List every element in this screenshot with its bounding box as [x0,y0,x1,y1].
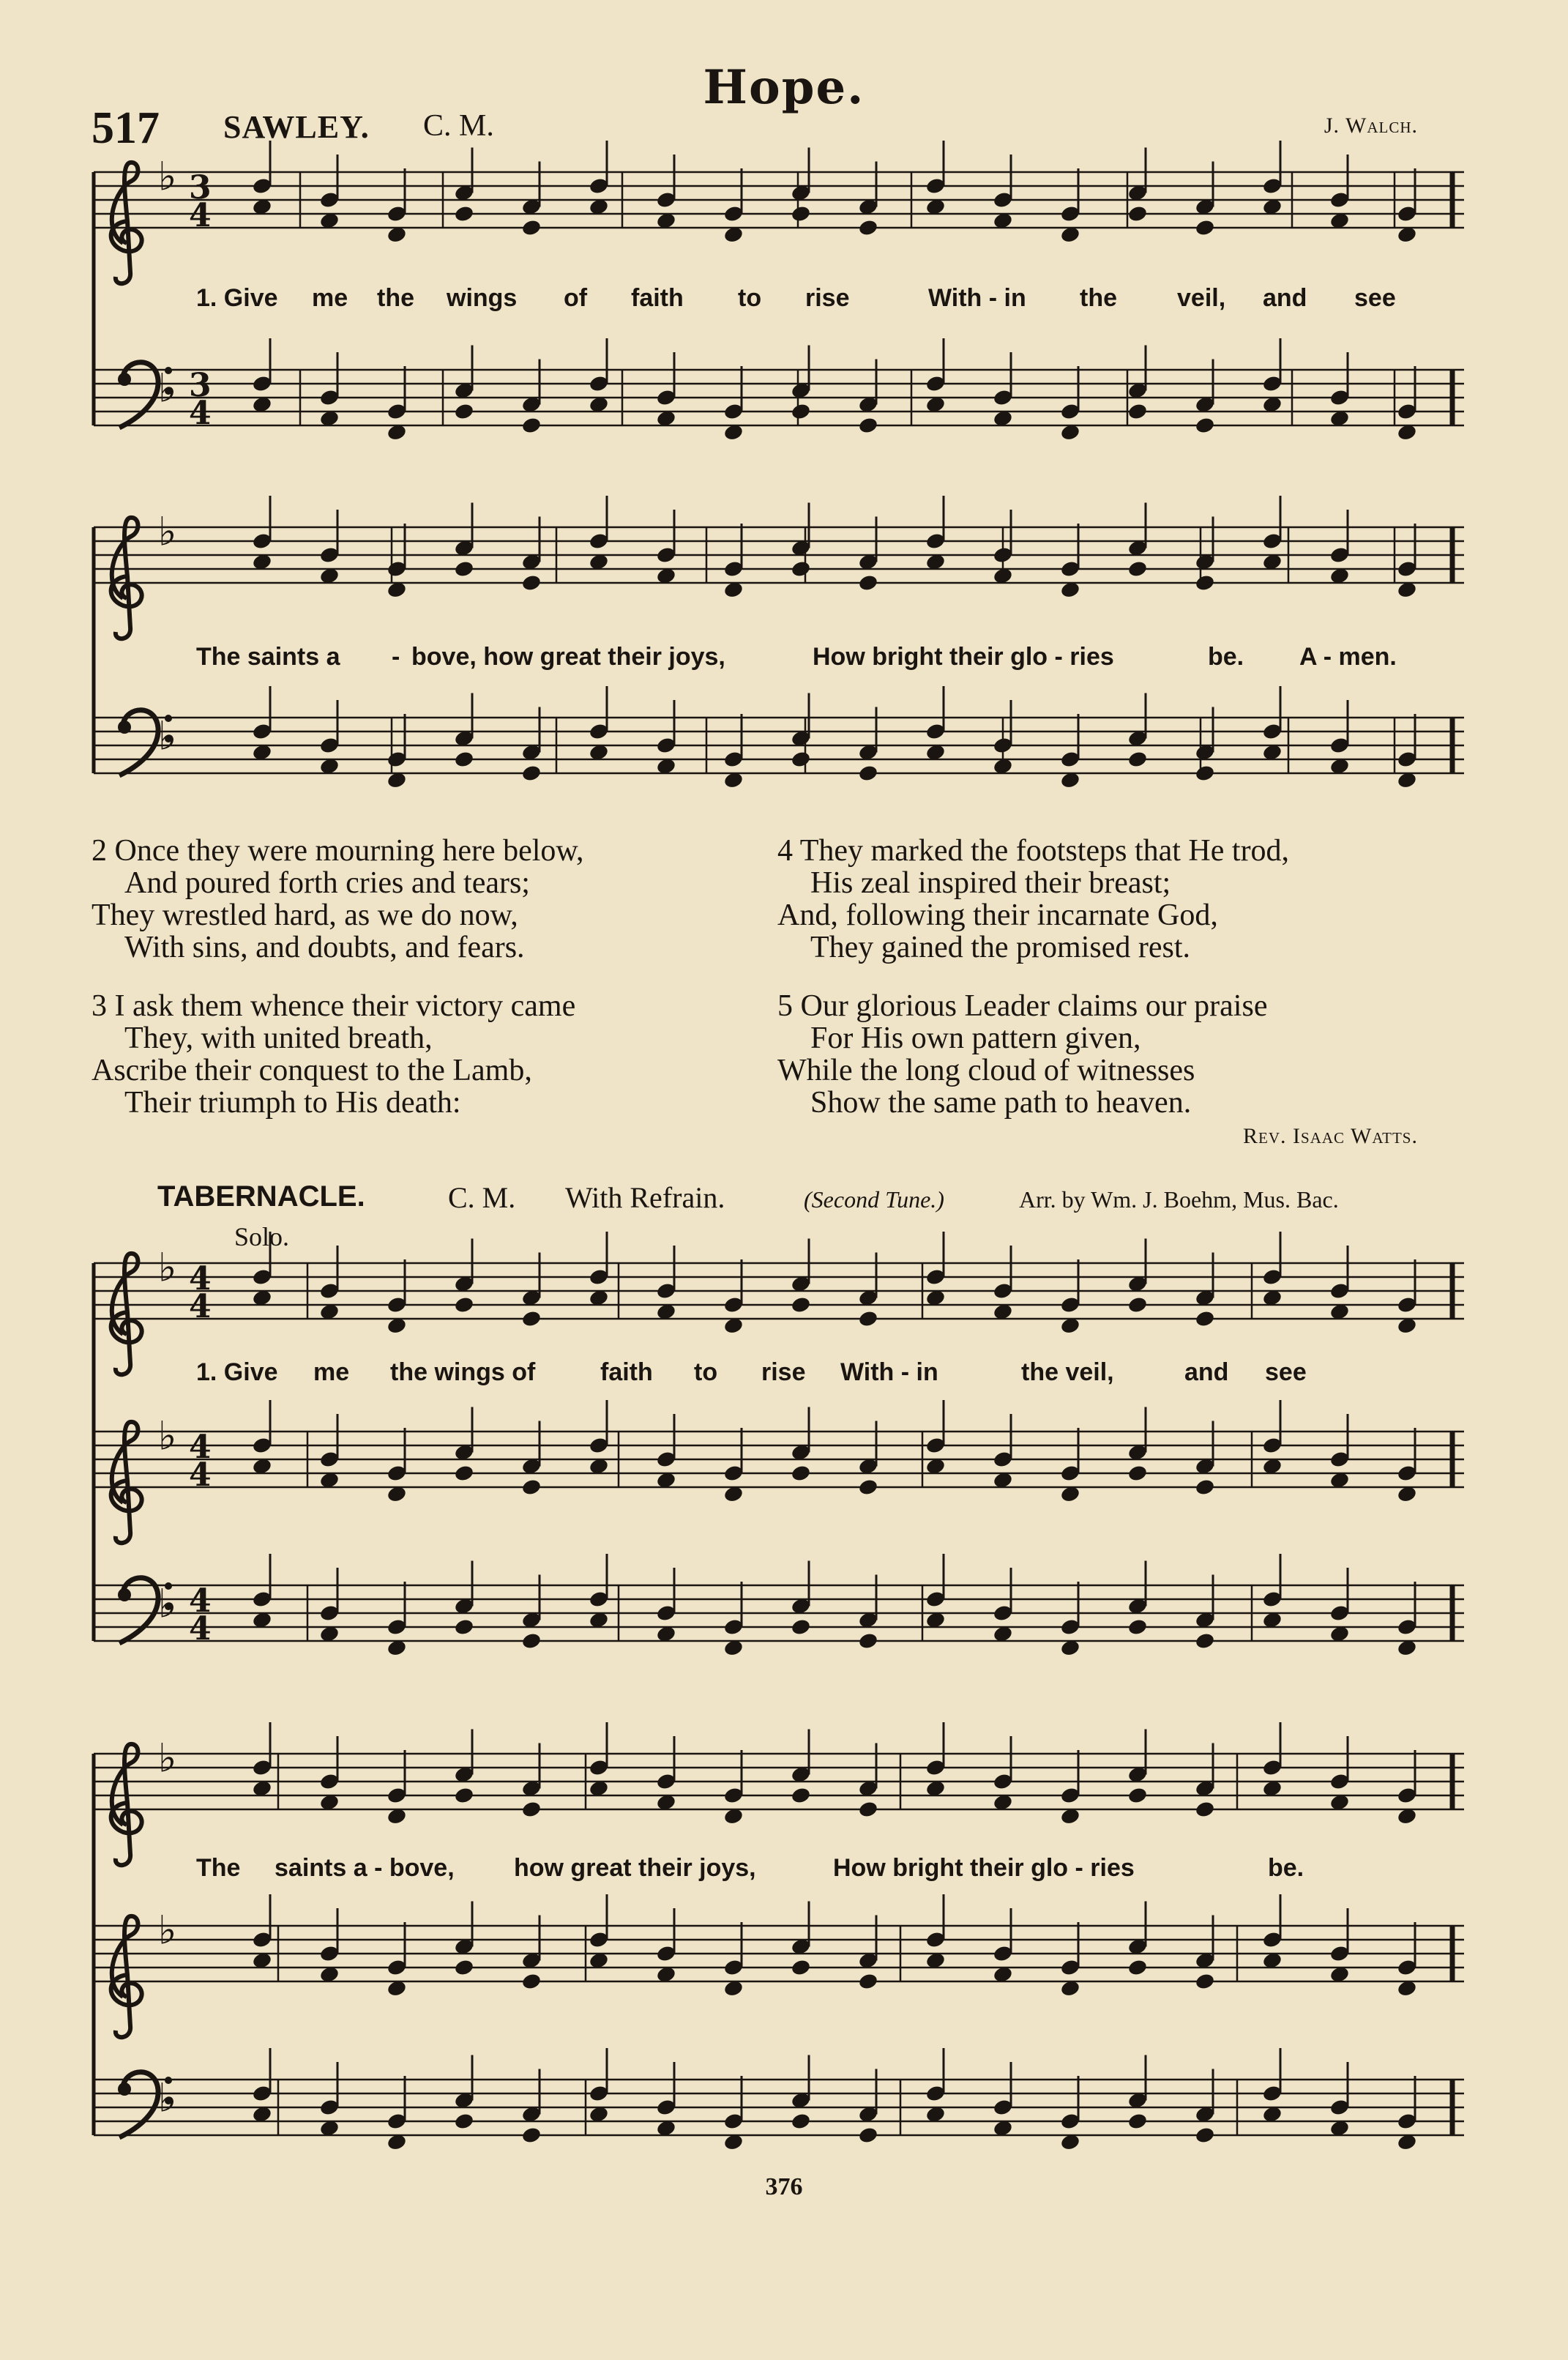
lyric-syllable: and [1263,284,1307,312]
lyric-syllable: saints a - bove, [275,1854,455,1882]
note-head [521,1972,542,1990]
verse-line: With sins, and doubts, and fears. [124,931,525,964]
note-head [791,2112,812,2130]
verse-line: 4 They marked the footsteps that He trod, [777,834,1290,868]
note-head [1195,1631,1216,1650]
note-head [521,1309,542,1328]
lyric-syllable: - [392,643,400,671]
lyric-syllable: The [196,1854,241,1882]
verse-line: While the long cloud of witnesses [777,1054,1195,1087]
note-head [454,2112,475,2130]
note-head [521,1800,542,1818]
verse-line: They wrestled hard, as we do now, [92,898,518,932]
note-head [454,1464,475,1482]
treble-clef-icon [111,1422,142,1543]
verses-left-column [92,835,584,1145]
svg-text:3: 3 [189,367,212,404]
note-head [1127,1464,1149,1482]
lyric-syllable: be. [1208,643,1244,671]
treble-clef-icon [111,1916,142,2037]
lyric-syllable: me [312,284,348,312]
lyric-syllable: How bright their glo - ries [833,1854,1135,1882]
lyric-syllable: With - in [840,1358,938,1386]
lyric-syllable: to [694,1358,718,1386]
verse-line: Ascribe their conquest to the Lamb, [92,1054,532,1087]
lyric-syllable: the veil, [1021,1358,1114,1386]
flat-sign-icon: ♭ [158,1244,177,1291]
note-head [454,1295,475,1314]
lyric-syllable: the [1080,284,1117,312]
note-head [791,1295,812,1314]
lyric-syllable: How bright their glo - ries [813,643,1114,671]
lyric-syllable: rise [805,284,850,312]
lyric-syllable: veil, [1177,284,1226,312]
flat-sign-icon: ♭ [158,153,177,200]
note-head [858,573,879,592]
tune2-second-tune: (Second Tune.) [804,1186,944,1213]
tune2-name: TABERNACLE. [157,1180,365,1213]
note-head [454,559,475,578]
flat-sign-icon: ♭ [158,1907,177,1954]
note-head [521,218,542,237]
note-head [1195,1478,1216,1496]
svg-text:4: 4 [189,1288,212,1325]
note-head [858,2126,879,2144]
hymn-number: 517 [92,103,160,153]
treble-clef-icon [111,1254,142,1374]
composer: J. Walch. [1324,113,1418,138]
treble-clef-icon [111,1744,142,1865]
lyric-syllable: be. [1268,1854,1304,1882]
page-number: 376 [765,2173,803,2200]
verse-line: And poured forth cries and tears; [124,866,530,900]
tune2-refrain: With Refrain. [565,1181,725,1214]
verse-line: His zeal inspired their breast; [810,866,1171,900]
note-head [858,1478,879,1496]
note-head [1127,1958,1149,1976]
verse-3 [92,990,584,1119]
tune2-meter: C. M. [448,1181,516,1214]
verse-5 [777,990,1289,1119]
tune-meter: C. M. [423,109,494,143]
verse-line: They gained the promised rest. [810,931,1191,964]
note-head [858,1972,879,1990]
note-head [791,1618,812,1636]
note-head [791,402,812,420]
note-head [521,764,542,782]
verse-line: 5 Our glorious Leader claims our praise [777,989,1268,1023]
lyric-syllable: see [1265,1358,1307,1386]
note-head [1195,1972,1216,1990]
note-head [1127,2112,1149,2130]
note-head [1127,559,1149,578]
svg-text:3: 3 [189,169,212,206]
note-head [454,1618,475,1636]
note-head [521,1631,542,1650]
flat-sign-icon: ♭ [158,508,177,555]
lyric-syllable: With - in [928,284,1026,312]
note-head [1127,402,1149,420]
verse-line: Their triumph to His death: [124,1086,461,1120]
note-head [1195,1309,1216,1328]
section-title: Hope. [703,60,865,115]
note-head [1127,1618,1149,1636]
note-head [454,1958,475,1976]
flat-sign-icon: ♭ [158,365,177,412]
lyric-syllable: 1. Give [196,284,278,312]
lyric-syllable: faith [631,284,684,312]
lyric-syllable: The saints a [196,643,340,671]
lyric-syllable: the wings of [390,1358,536,1386]
note-head [1195,2126,1216,2144]
svg-text:4: 4 [189,1610,212,1648]
note-head [858,1309,879,1328]
tune2-arranger: Arr. by Wm. J. Boehm, Mus. Bac. [1019,1186,1339,1213]
verse-line: And, following their incarnate God, [777,898,1218,932]
lyric-syllable: rise [761,1358,806,1386]
treble-clef-icon [111,518,142,639]
note-head [1195,416,1216,434]
tune-name: SAWLEY. [223,109,370,145]
note-head [858,218,879,237]
verse-line: 2 Once they were mourning here below, [92,834,584,868]
note-head [454,750,475,768]
verses-right-column [777,835,1289,1145]
note-head [521,1478,542,1496]
flat-sign-icon: ♭ [158,712,177,759]
lyric-syllable: bove, how great their joys, [411,643,725,671]
note-head [791,204,812,223]
lyric-syllable: of [564,284,588,312]
lyric-syllable: see [1354,284,1396,312]
note-head [454,204,475,223]
flat-sign-icon: ♭ [158,1412,177,1459]
verse-4 [777,835,1289,964]
lyric-syllable: wings [447,284,518,312]
note-head [858,1800,879,1818]
svg-text:4: 4 [189,197,212,234]
note-head [791,1464,812,1482]
note-head [521,573,542,592]
note-head [1195,1800,1216,1818]
svg-text:4: 4 [189,395,212,432]
note-head [521,416,542,434]
note-head [858,416,879,434]
note-head [791,559,812,578]
verse-2 [92,835,584,964]
lyric-syllable: me [313,1358,350,1386]
verse-line: They, with united breath, [124,1021,433,1055]
solo-marking: Solo. [234,1222,290,1251]
lyric-syllable: 1. Give [196,1358,278,1386]
author-credit: Rev. Isaac Watts. [1243,1124,1418,1148]
note-head [1127,204,1149,223]
flat-sign-icon: ♭ [158,2074,177,2121]
note-head [1195,573,1216,592]
svg-text:4: 4 [189,1456,212,1494]
lyric-syllable: and [1184,1358,1229,1386]
svg-text:4: 4 [189,1582,212,1620]
note-head [858,1631,879,1650]
treble-clef-icon [111,163,142,283]
note-head [454,402,475,420]
svg-text:4: 4 [189,1429,212,1466]
note-head [1127,1786,1149,1804]
note-head [1195,764,1216,782]
note-head [791,1958,812,1976]
note-head [521,2126,542,2144]
verse-line: 3 I ask them whence their victory came [92,989,576,1023]
lyric-syllable: to [738,284,762,312]
svg-text:4: 4 [189,1260,212,1298]
note-head [454,1786,475,1804]
note-head [1127,1295,1149,1314]
note-head [1127,750,1149,768]
note-head [858,764,879,782]
lyric-syllable: A - men. [1299,643,1397,671]
lyric-syllable: the [377,284,414,312]
flat-sign-icon: ♭ [158,1580,177,1627]
note-head [791,750,812,768]
lyric-syllable: how great their joys, [514,1854,756,1882]
verse-line: Show the same path to heaven. [810,1086,1192,1120]
lyric-syllable: faith [600,1358,653,1386]
verse-line: For His own pattern given, [810,1021,1141,1055]
note-head [791,1786,812,1804]
flat-sign-icon: ♭ [158,1735,177,1782]
note-head [1195,218,1216,237]
